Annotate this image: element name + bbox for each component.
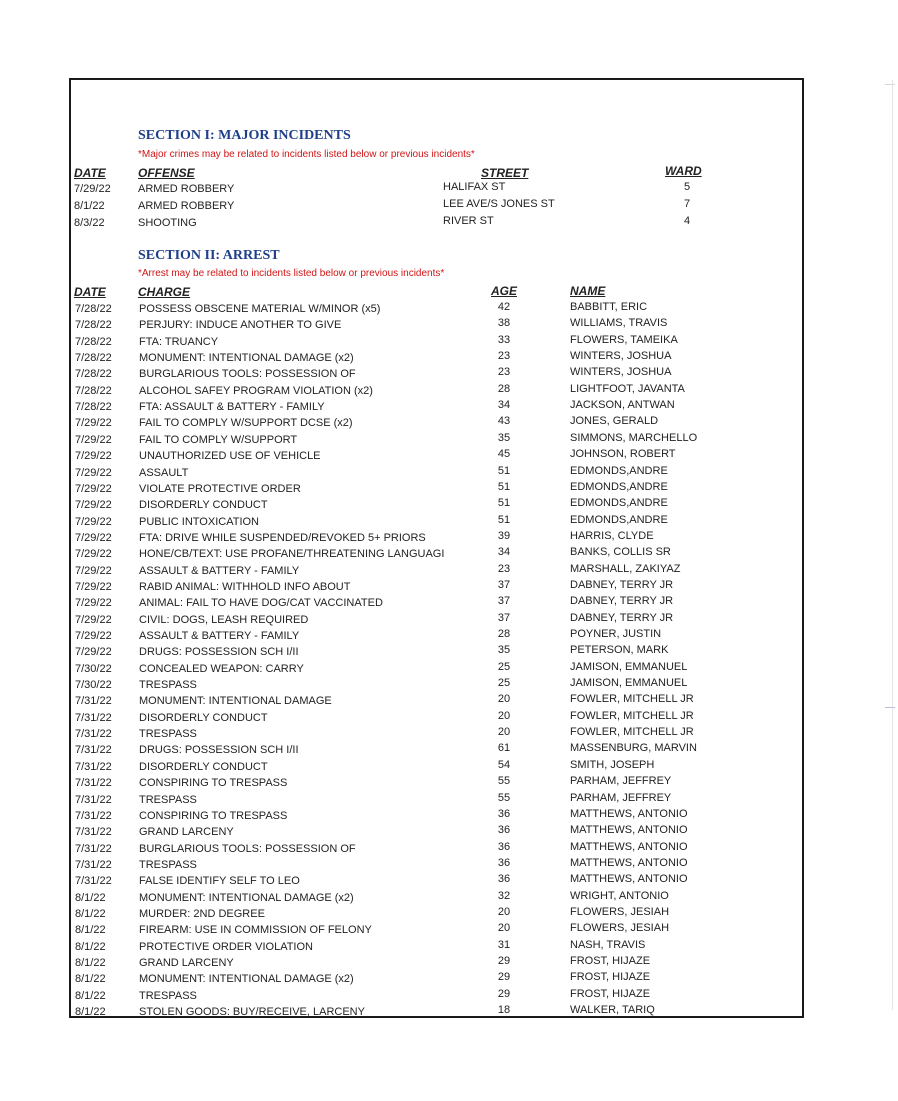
arrest-age: 36 (497, 857, 511, 869)
arrest-charge: BURGLARIOUS TOOLS: POSSESSION OF (139, 843, 356, 855)
arrest-name: FOWLER, MITCHELL JR (570, 693, 694, 705)
arrest-date: 7/29/22 (75, 499, 112, 511)
arrest-age: 35 (497, 644, 511, 656)
arrest-charge: MONUMENT: INTENTIONAL DAMAGE (x2) (139, 973, 354, 985)
arrest-charge: VIOLATE PROTECTIVE ORDER (139, 483, 301, 495)
section1-title: SECTION I: MAJOR INCIDENTS (138, 128, 351, 143)
incident-ward: 4 (683, 215, 691, 227)
arrest-charge: CONSPIRING TO TRESPASS (139, 810, 288, 822)
arrest-date: 7/30/22 (75, 663, 112, 675)
arrest-date: 7/28/22 (75, 385, 112, 397)
arrest-name: MATTHEWS, ANTONIO (570, 841, 688, 853)
incident-date: 8/3/22 (74, 217, 105, 229)
arrest-name: FROST, HIJAZE (570, 955, 651, 967)
arrest-age: 18 (497, 1004, 511, 1016)
arrest-charge: CONCEALED WEAPON: CARRY (139, 663, 304, 675)
arrest-age: 51 (497, 481, 511, 493)
arrest-age: 35 (497, 432, 511, 444)
arrest-charge: DISORDERLY CONDUCT (139, 761, 268, 773)
arrest-date: 7/31/22 (75, 875, 112, 887)
arrest-name: MATTHEWS, ANTONIO (570, 824, 688, 836)
arrest-name: BANKS, COLLIS SR (570, 546, 671, 558)
arrest-age: 29 (497, 955, 511, 967)
arrest-age: 34 (497, 399, 511, 411)
arrest-age: 55 (497, 792, 511, 804)
arrest-date: 7/29/22 (75, 467, 112, 479)
incident-date: 7/29/22 (74, 183, 111, 195)
arrest-name: SMITH, JOSEPH (570, 759, 655, 771)
arrest-age: 54 (497, 759, 511, 771)
arrest-charge: GRAND LARCENY (139, 957, 234, 969)
arrest-date: 8/1/22 (75, 973, 106, 985)
arrest-date: 7/31/22 (75, 695, 112, 707)
arrest-name: BABBITT, ERIC (570, 301, 648, 313)
arrest-name: DABNEY, TERRY JR (570, 612, 674, 624)
arrest-age: 23 (497, 563, 511, 575)
arrest-name: EDMONDS,ANDRE (570, 465, 668, 477)
arrest-name: FOWLER, MITCHELL JR (570, 710, 694, 722)
arrest-charge: TRESPASS (139, 794, 197, 806)
arrest-age: 32 (497, 890, 511, 902)
arrest-date: 7/31/22 (75, 744, 112, 756)
arrest-age: 61 (497, 742, 511, 754)
arrest-charge: MURDER: 2ND DEGREE (139, 908, 265, 920)
arrest-name: FLOWERS, JESIAH (570, 922, 670, 934)
arrest-date: 7/28/22 (75, 319, 112, 331)
arrest-charge: FTA: DRIVE WHILE SUSPENDED/REVOKED 5+ PRIORS (139, 532, 426, 544)
arrest-date: 7/31/22 (75, 794, 112, 806)
arrest-date: 7/29/22 (75, 646, 112, 658)
arrest-age: 36 (497, 873, 511, 885)
arrest-charge: BURGLARIOUS TOOLS: POSSESSION OF (139, 368, 356, 380)
arrest-date: 7/28/22 (75, 336, 112, 348)
arrest-age: 36 (497, 841, 511, 853)
arrest-charge: ASSAULT (139, 467, 189, 479)
arrest-age: 29 (497, 988, 511, 1000)
arrest-name: EDMONDS,ANDRE (570, 514, 668, 526)
arrest-charge: FTA: TRUANCY (139, 336, 219, 348)
arrest-date: 8/1/22 (75, 1006, 106, 1018)
arrest-age: 23 (497, 366, 511, 378)
incident-offense: ARMED ROBBERY (138, 200, 235, 212)
section2-header-age: AGE (491, 284, 518, 298)
section2-header-charge: CHARGE (138, 285, 191, 299)
arrest-charge: TRESPASS (139, 679, 197, 691)
arrest-date: 7/31/22 (75, 761, 112, 773)
arrest-date: 7/29/22 (75, 565, 112, 577)
arrest-charge: PROTECTIVE ORDER VIOLATION (139, 941, 313, 953)
arrest-charge: ASSAULT & BATTERY - FAMILY (139, 565, 300, 577)
arrest-age: 43 (497, 415, 511, 427)
arrest-charge: FIREARM: USE IN COMMISSION OF FELONY (139, 924, 372, 936)
arrest-age: 36 (497, 824, 511, 836)
arrest-charge: UNAUTHORIZED USE OF VEHICLE (139, 450, 321, 462)
arrest-date: 8/1/22 (75, 892, 106, 904)
margin-rule (892, 80, 893, 1010)
arrest-name: JAMISON, EMMANUEL (570, 661, 688, 673)
arrest-charge: ASSAULT & BATTERY - FAMILY (139, 630, 300, 642)
arrest-date: 8/1/22 (75, 924, 106, 936)
arrest-name: EDMONDS,ANDRE (570, 497, 668, 509)
arrest-date: 7/29/22 (75, 581, 112, 593)
arrest-date: 7/29/22 (75, 417, 112, 429)
arrest-date: 7/29/22 (75, 483, 112, 495)
arrest-age: 37 (497, 595, 511, 607)
arrest-age: 51 (497, 497, 511, 509)
arrest-date: 7/29/22 (75, 434, 112, 446)
arrest-date: 7/29/22 (75, 516, 112, 528)
arrest-name: WINTERS, JOSHUA (570, 366, 672, 378)
arrest-name: JAMISON, EMMANUEL (570, 677, 688, 689)
arrest-charge: PUBLIC INTOXICATION (139, 516, 260, 528)
arrest-name: POYNER, JUSTIN (570, 628, 662, 640)
arrest-charge: CONSPIRING TO TRESPASS (139, 777, 288, 789)
incident-offense: ARMED ROBBERY (138, 183, 235, 195)
arrest-charge: MONUMENT: INTENTIONAL DAMAGE (139, 695, 332, 707)
arrest-name: HARRIS, CLYDE (570, 530, 654, 542)
arrest-age: 37 (497, 579, 511, 591)
arrest-name: SIMMONS, MARCHELLO (570, 432, 698, 444)
arrest-age: 20 (497, 726, 511, 738)
arrest-name: MATTHEWS, ANTONIO (570, 857, 688, 869)
arrest-name: NASH, TRAVIS (570, 939, 646, 951)
incident-street: RIVER ST (443, 215, 494, 227)
arrest-date: 7/31/22 (75, 843, 112, 855)
arrest-name: LIGHTFOOT, JAVANTA (570, 383, 685, 395)
arrest-age: 34 (497, 546, 511, 558)
arrest-charge: ALCOHOL SAFEY PROGRAM VIOLATION (x2) (139, 385, 373, 397)
arrest-date: 7/29/22 (75, 614, 112, 626)
arrest-age: 25 (497, 677, 511, 689)
arrest-age: 51 (497, 514, 511, 526)
arrest-charge: DISORDERLY CONDUCT (139, 499, 268, 511)
arrest-date: 7/28/22 (75, 368, 112, 380)
margin-tick (885, 707, 895, 708)
arrest-name: PARHAM, JEFFREY (570, 792, 672, 804)
arrest-charge: FTA: ASSAULT & BATTERY - FAMILY (139, 401, 325, 413)
arrest-charge: FAIL TO COMPLY W/SUPPORT DCSE (x2) (139, 417, 353, 429)
arrest-date: 7/28/22 (75, 303, 112, 315)
arrest-name: FROST, HIJAZE (570, 988, 651, 1000)
incident-offense: SHOOTING (138, 217, 197, 229)
arrest-age: 39 (497, 530, 511, 542)
arrest-age: 36 (497, 808, 511, 820)
arrest-date: 8/1/22 (75, 990, 106, 1002)
arrest-charge: RABID ANIMAL: WITHHOLD INFO ABOUT (139, 581, 351, 593)
arrest-name: PARHAM, JEFFREY (570, 775, 672, 787)
arrest-charge: HONE/CB/TEXT: USE PROFANE/THREATENING LANGUAGI (139, 548, 445, 560)
arrest-charge: MONUMENT: INTENTIONAL DAMAGE (x2) (139, 892, 354, 904)
arrest-charge: PERJURY: INDUCE ANOTHER TO GIVE (139, 319, 342, 331)
arrest-name: FROST, HIJAZE (570, 971, 651, 983)
arrest-name: MASSENBURG, MARVIN (570, 742, 697, 754)
margin-tick (885, 84, 895, 85)
arrest-date: 7/29/22 (75, 597, 112, 609)
arrest-name: FOWLER, MITCHELL JR (570, 726, 694, 738)
arrest-date: 7/28/22 (75, 352, 112, 364)
arrest-charge: ANIMAL: FAIL TO HAVE DOG/CAT VACCINATED (139, 597, 383, 609)
arrest-age: 37 (497, 612, 511, 624)
arrest-date: 7/29/22 (75, 532, 112, 544)
section1-header-ward: WARD (665, 164, 702, 178)
arrest-date: 7/31/22 (75, 810, 112, 822)
section2-title: SECTION II: ARREST (138, 248, 280, 263)
incident-ward: 5 (683, 181, 691, 193)
arrest-date: 7/29/22 (75, 630, 112, 642)
arrest-age: 31 (497, 939, 511, 951)
arrest-date: 7/31/22 (75, 826, 112, 838)
arrest-age: 51 (497, 465, 511, 477)
arrest-date: 7/29/22 (75, 450, 112, 462)
section1-header-street: STREET (481, 166, 529, 180)
arrest-date: 7/31/22 (75, 777, 112, 789)
arrest-date: 7/31/22 (75, 712, 112, 724)
section1-header-date: DATE (74, 166, 106, 180)
arrest-name: WALKER, TARIQ (570, 1004, 655, 1016)
arrest-charge: MONUMENT: INTENTIONAL DAMAGE (x2) (139, 352, 354, 364)
arrest-age: 45 (497, 448, 511, 460)
arrest-charge: FALSE IDENTIFY SELF TO LEO (139, 875, 300, 887)
arrest-age: 55 (497, 775, 511, 787)
arrest-charge: DRUGS: POSSESSION SCH I/II (139, 744, 299, 756)
arrest-name: FLOWERS, TAMEIKA (570, 334, 678, 346)
arrest-age: 20 (497, 922, 511, 934)
arrest-date: 8/1/22 (75, 957, 106, 969)
arrest-charge: TRESPASS (139, 859, 197, 871)
incident-street: LEE AVE/S JONES ST (443, 198, 555, 210)
arrest-name: WINTERS, JOSHUA (570, 350, 672, 362)
section2-header-date: DATE (74, 285, 106, 299)
arrest-age: 20 (497, 693, 511, 705)
arrest-date: 7/30/22 (75, 679, 112, 691)
arrest-date: 8/1/22 (75, 908, 106, 920)
arrest-charge: STOLEN GOODS: BUY/RECEIVE, LARCENY (139, 1006, 365, 1018)
arrest-charge: GRAND LARCENY (139, 826, 234, 838)
arrest-age: 28 (497, 383, 511, 395)
arrest-charge: DISORDERLY CONDUCT (139, 712, 268, 724)
arrest-name: WILLIAMS, TRAVIS (570, 317, 668, 329)
arrest-age: 25 (497, 661, 511, 673)
arrest-name: MATTHEWS, ANTONIO (570, 808, 688, 820)
arrest-age: 38 (497, 317, 511, 329)
arrest-name: MARSHALL, ZAKIYAZ (570, 563, 681, 575)
arrest-age: 42 (497, 301, 511, 313)
arrest-name: DABNEY, TERRY JR (570, 595, 674, 607)
arrest-name: PETERSON, MARK (570, 644, 669, 656)
incident-street: HALIFAX ST (443, 181, 506, 193)
section1-header-offense: OFFENSE (138, 166, 195, 180)
arrest-name: EDMONDS,ANDRE (570, 481, 668, 493)
arrest-date: 7/31/22 (75, 859, 112, 871)
arrest-name: FLOWERS, JESIAH (570, 906, 670, 918)
arrest-name: WRIGHT, ANTONIO (570, 890, 669, 902)
arrest-charge: TRESPASS (139, 990, 197, 1002)
arrest-age: 20 (497, 710, 511, 722)
arrest-name: DABNEY, TERRY JR (570, 579, 674, 591)
incident-date: 8/1/22 (74, 200, 105, 212)
arrest-date: 7/29/22 (75, 548, 112, 560)
arrest-charge: CIVIL: DOGS, LEASH REQUIRED (139, 614, 309, 626)
arrest-charge: POSSESS OBSCENE MATERIAL W/MINOR (x5) (139, 303, 381, 315)
arrest-age: 23 (497, 350, 511, 362)
arrest-charge: FAIL TO COMPLY W/SUPPORT (139, 434, 298, 446)
incident-ward: 7 (683, 198, 691, 210)
arrest-age: 29 (497, 971, 511, 983)
arrest-charge: DRUGS: POSSESSION SCH I/II (139, 646, 299, 658)
arrest-charge: TRESPASS (139, 728, 197, 740)
arrest-date: 8/1/22 (75, 941, 106, 953)
section1-note: *Major crimes may be related to incidents listed below or previous incidents* (138, 149, 475, 160)
arrest-date: 7/31/22 (75, 728, 112, 740)
arrest-age: 20 (497, 906, 511, 918)
arrest-age: 28 (497, 628, 511, 640)
section2-note: *Arrest may be related to incidents listed below or previous incidents* (138, 268, 445, 279)
arrest-name: JONES, GERALD (570, 415, 659, 427)
arrest-name: JOHNSON, ROBERT (570, 448, 676, 460)
section2-header-name: NAME (570, 284, 606, 298)
arrest-name: MATTHEWS, ANTONIO (570, 873, 688, 885)
arrest-name: JACKSON, ANTWAN (570, 399, 675, 411)
arrest-age: 33 (497, 334, 511, 346)
arrest-date: 7/28/22 (75, 401, 112, 413)
